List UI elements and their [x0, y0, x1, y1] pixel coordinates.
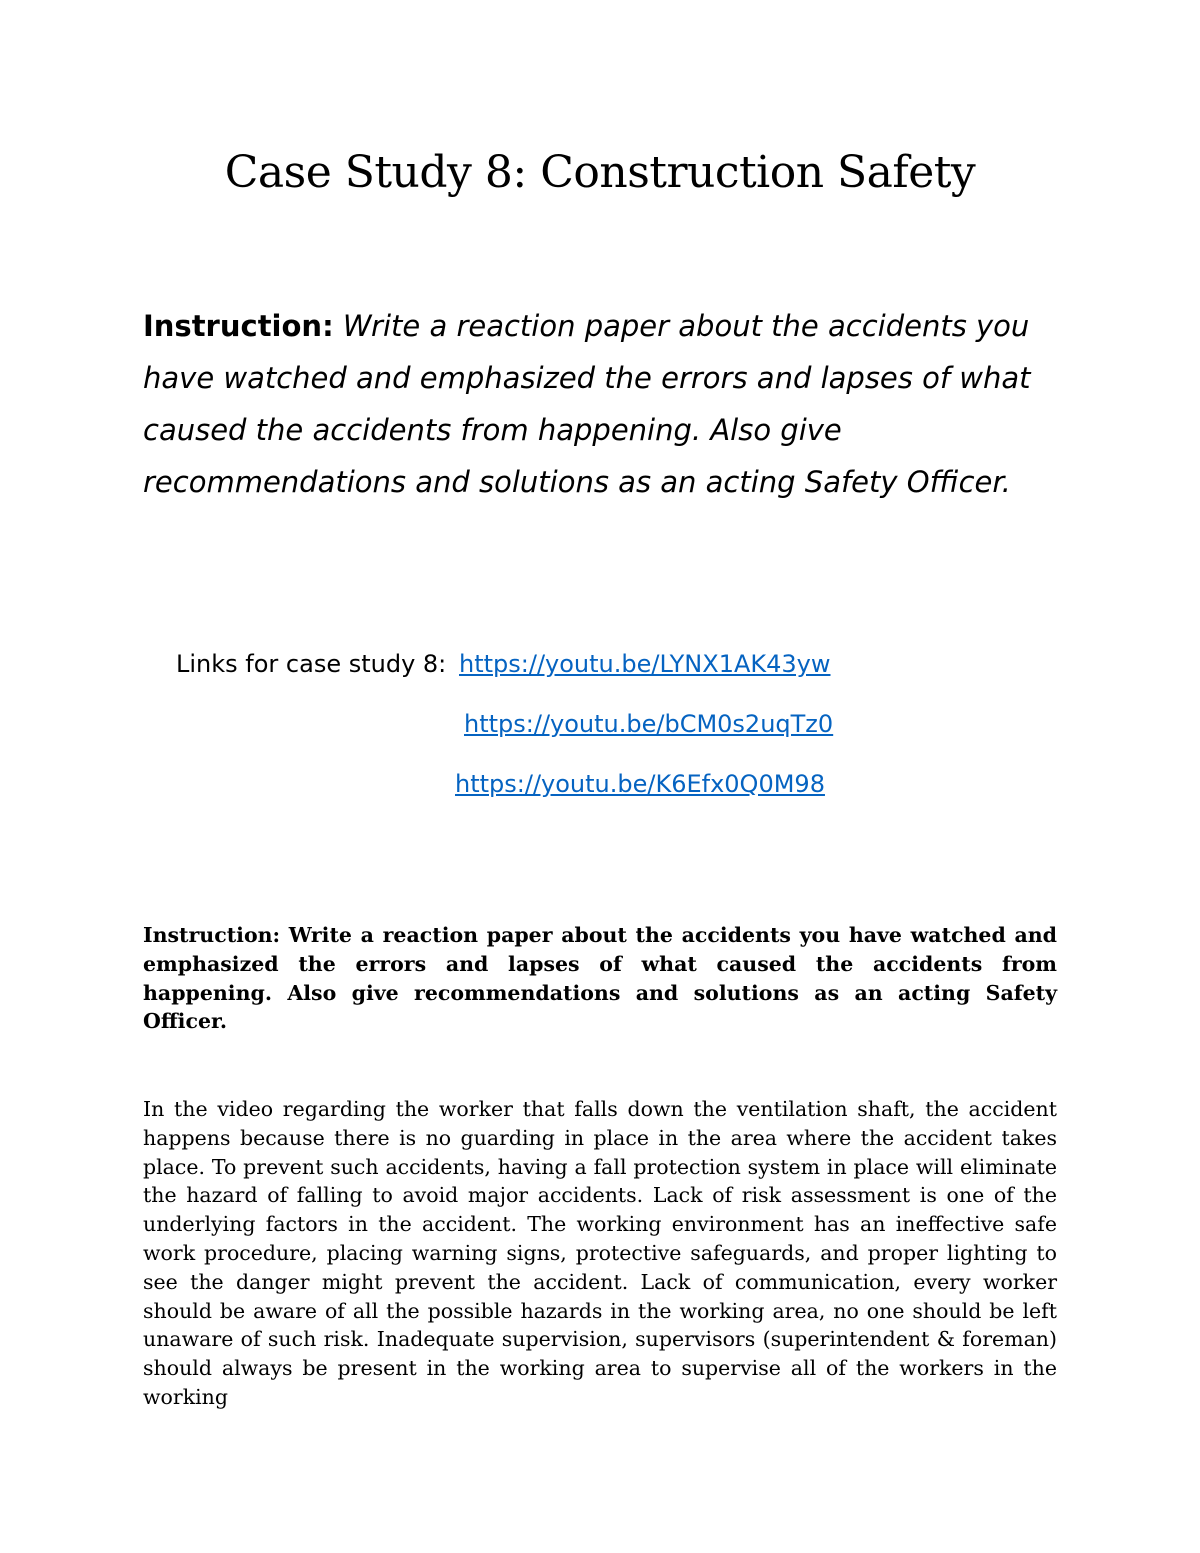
reaction-paragraph: In the video regarding the worker that falls down the ventilation shaft, the accident happens because there is no guarding in place in the area where the accident takes place. To prevent such accidents, having a fall protection system in place will eliminate the hazard of falling to avoid major accidents. Lack of risk assessment is one of the underlying factors in the accident. The working environment has an ineffective safe work procedure, placing warning signs, protective safeguards, and proper lighting to see the danger might prevent the accident. Lack of communication, every worker should be aware of all the possible hazards in the working area, no one should be left unaware of such risk. Inadequate supervision, supervisors (superintendent & foreman) should always be present in the working area to supervise all of the workers in the working	[143, 1097, 1057, 1409]
video-link-3[interactable]: https://youtu.be/K6Efx0Q0M98	[455, 770, 825, 798]
instruction-label: Instruction:	[143, 309, 334, 343]
links-label: Links for case study 8:	[176, 650, 447, 678]
video-link-1[interactable]: https://youtu.be/LYNX1AK43yw	[459, 650, 831, 678]
video-link-2[interactable]: https://youtu.be/bCM0s2uqTz0	[464, 710, 834, 738]
page-title: Case Study 8: Construction Safety	[224, 147, 976, 198]
instruction-block	[143, 300, 1063, 508]
instruction-text: Write a reaction paper about the accidents you have watched and emphasized the errors and lapses of what caused the accidents from happening. Also give recommendations and solutions as an acting Safety Officer.	[143, 309, 1031, 499]
instruction-bold-repeat: Instruction: Write a reaction paper about the accidents you have watched and emphasized the errors and lapses of what caused the accidents from happening. Also give recommendations and solutions as an acting Safety Officer.	[143, 923, 1057, 1034]
